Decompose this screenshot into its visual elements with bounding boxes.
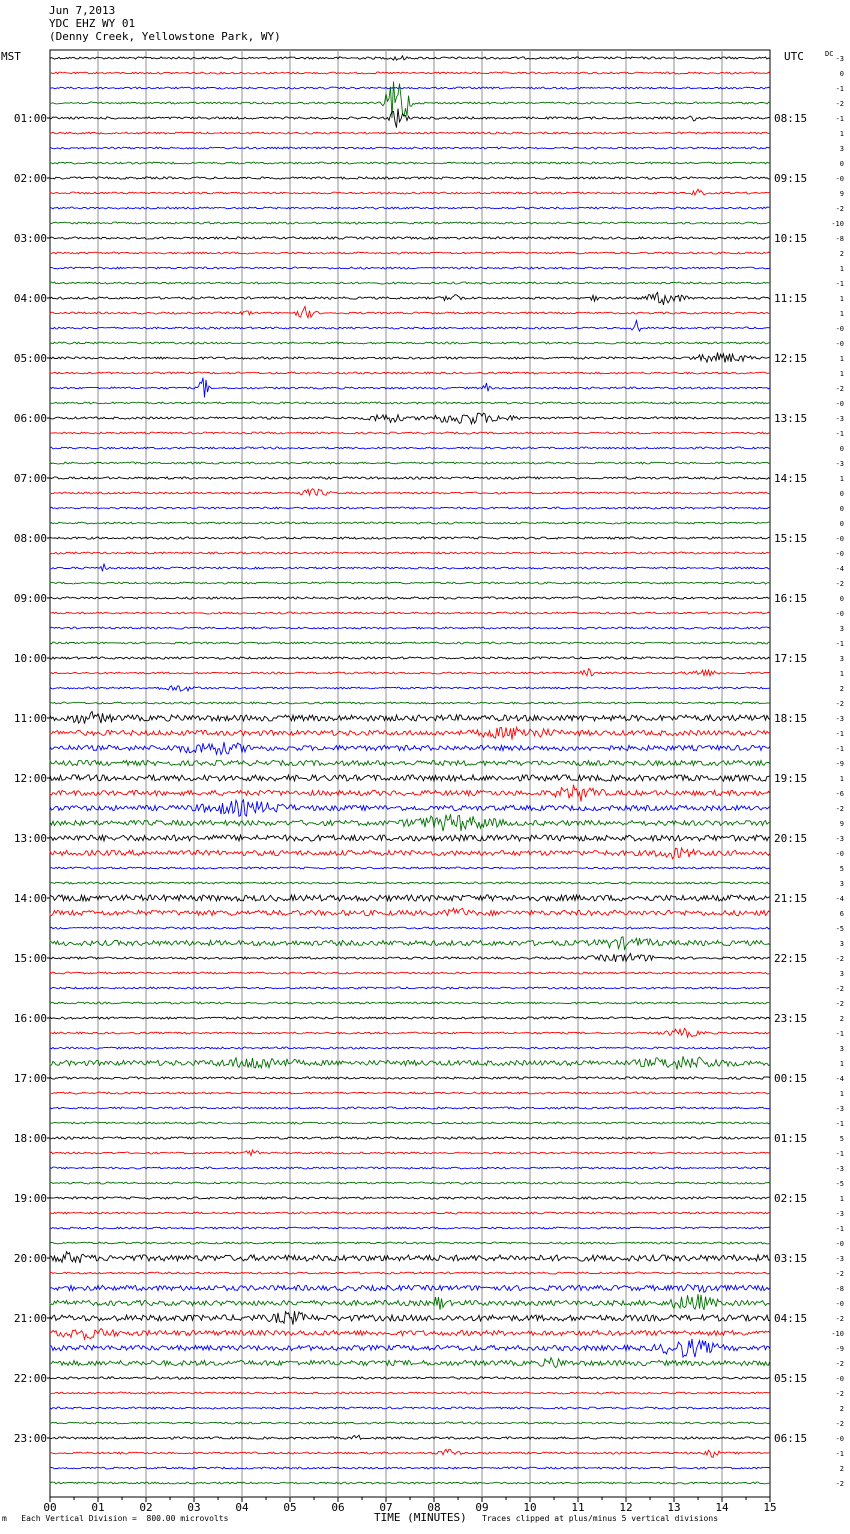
dc-offset-label: -0: [835, 1240, 844, 1248]
seismic-trace: [50, 189, 770, 195]
dc-offset-label: -2: [835, 955, 844, 963]
utc-hour-label: 20:15: [774, 832, 808, 845]
dc-offset-label: -2: [835, 205, 844, 213]
utc-hour-label: 19:15: [774, 772, 808, 785]
dc-offset-label: -0: [835, 340, 844, 348]
dc-offset-label: 3: [839, 940, 844, 948]
header-station: YDC EHZ WY 01: [49, 17, 136, 30]
dc-offset-label: -4: [835, 895, 844, 903]
x-tick-label: 13: [667, 1501, 681, 1514]
seismic-trace: [50, 372, 770, 374]
utc-axis-label: UTC: [784, 50, 804, 63]
dc-offset-label: -1: [835, 730, 844, 738]
seismic-trace: [50, 378, 770, 398]
seismic-trace: [50, 267, 770, 269]
dc-offset-label: 1: [839, 775, 844, 783]
seismic-trace: [50, 712, 770, 724]
utc-hour-label: 10:15: [774, 232, 808, 245]
dc-offset-label: 1: [839, 1060, 844, 1068]
dc-offset-label: -2: [835, 580, 844, 588]
dc-offset-label: 5: [839, 1135, 844, 1143]
dc-offset-label: -2: [835, 805, 844, 813]
seismic-trace: [50, 1358, 770, 1368]
dc-offset-label: -2: [835, 1315, 844, 1323]
dc-offset-label: -0: [835, 1375, 844, 1383]
seismic-trace: [50, 1122, 770, 1124]
seismic-trace: [50, 507, 770, 509]
dc-offset-label: 1: [839, 670, 844, 678]
mst-hour-label: 11:00: [13, 712, 47, 725]
dc-offset-label: -3: [835, 415, 844, 423]
dc-offset-label: 1: [839, 295, 844, 303]
seismic-trace: [50, 1407, 770, 1409]
utc-hour-label: 06:15: [774, 1432, 808, 1445]
mst-hour-label: 08:00: [13, 532, 47, 545]
seismic-trace: [50, 1422, 770, 1424]
mst-hour-label: 03:00: [13, 232, 47, 245]
dc-offset-label: -1: [835, 85, 844, 93]
dc-offset-label: -2: [835, 1270, 844, 1278]
seismic-trace: [50, 222, 770, 224]
x-tick-label: 00: [43, 1501, 57, 1514]
seismic-trace: [50, 1482, 770, 1484]
seismic-trace: [50, 1017, 770, 1019]
seismic-trace: [50, 669, 770, 676]
dc-offset-label: -2: [835, 100, 844, 108]
dc-offset-label: -3: [835, 1165, 844, 1173]
utc-hour-label: 18:15: [774, 712, 808, 725]
x-tick-label: 10: [523, 1501, 537, 1514]
dc-offset-label: -4: [835, 1075, 844, 1083]
seismic-trace: [50, 292, 770, 305]
seismic-trace: [50, 306, 770, 317]
mst-axis-label: MST: [1, 50, 21, 63]
seismic-trace: [50, 564, 770, 572]
mst-hour-label: 12:00: [13, 772, 47, 785]
dc-offset-label: 1: [839, 130, 844, 138]
seismic-trace: [50, 727, 770, 739]
dc-offset-label: -10: [831, 1330, 844, 1338]
dc-offset-label: -1: [835, 1150, 844, 1158]
x-tick-label: 04: [235, 1501, 249, 1514]
x-tick-label: 08: [427, 1501, 441, 1514]
dc-offset-label: 0: [839, 70, 844, 78]
utc-hour-label: 14:15: [774, 472, 808, 485]
dc-offset-label: 5: [839, 865, 844, 873]
seismic-trace: [50, 237, 770, 239]
seismic-trace: [50, 927, 770, 929]
seismic-trace: [50, 522, 770, 524]
seismic-trace: [50, 207, 770, 209]
utc-hour-label: 01:15: [774, 1132, 808, 1145]
mst-hour-label: 06:00: [13, 412, 47, 425]
seismic-trace: [50, 447, 770, 449]
mst-hour-label: 17:00: [13, 1072, 47, 1085]
x-tick-label: 14: [715, 1501, 729, 1514]
utc-hour-label: 13:15: [774, 412, 808, 425]
x-tick-label: 03: [187, 1501, 201, 1514]
dc-offset-label: -6: [835, 790, 844, 798]
dc-offset-label: -5: [835, 925, 844, 933]
seismic-trace: [50, 177, 770, 179]
x-tick-label: 01: [91, 1501, 105, 1514]
seismic-trace: [50, 1137, 770, 1139]
seismic-trace: [50, 908, 770, 915]
seismic-trace: [50, 109, 770, 128]
dc-offset-label: -0: [835, 550, 844, 558]
seismic-trace: [50, 742, 770, 754]
seismic-trace: [50, 800, 770, 817]
utc-hour-label: 02:15: [774, 1192, 808, 1205]
utc-hour-label: 08:15: [774, 112, 808, 125]
dc-offset-label: -0: [835, 175, 844, 183]
dc-offset-label: -2: [835, 385, 844, 393]
seismic-trace: [50, 477, 770, 479]
mst-hour-label: 09:00: [13, 592, 47, 605]
x-tick-label: 12: [619, 1501, 633, 1514]
mst-hour-label: 13:00: [13, 832, 47, 845]
dc-offset-label: 3: [839, 625, 844, 633]
utc-hour-label: 04:15: [774, 1312, 808, 1325]
utc-hour-label: 05:15: [774, 1372, 808, 1385]
mst-hour-label: 01:00: [13, 112, 47, 125]
dc-offset-label: -4: [835, 565, 844, 573]
mst-hour-label: 02:00: [13, 172, 47, 185]
seismic-trace: [50, 402, 770, 404]
dc-offset-label: 2: [839, 1015, 844, 1023]
x-tick-label: 05: [283, 1501, 297, 1514]
seismic-trace: [50, 582, 770, 584]
dc-offset-label: 9: [839, 820, 844, 828]
dc-offset-label: -1: [835, 1225, 844, 1233]
mst-hour-label: 20:00: [13, 1252, 47, 1265]
seismic-trace: [50, 1056, 770, 1069]
seismic-trace: [50, 1077, 770, 1079]
seismic-trace: [50, 775, 770, 781]
dc-offset-label: 3: [839, 1045, 844, 1053]
seismic-trace: [50, 1311, 770, 1325]
seismic-trace: [50, 972, 770, 974]
utc-hour-label: 23:15: [774, 1012, 808, 1025]
header-location: (Denny Creek, Yellowstone Park, WY): [49, 30, 281, 43]
dc-offset-label: -2: [835, 985, 844, 993]
mst-hour-label: 19:00: [13, 1192, 47, 1205]
seismic-trace: [50, 552, 770, 554]
dc-offset-label: -3: [835, 460, 844, 468]
seismic-trace: [50, 1028, 770, 1037]
dc-axis-label: DC: [825, 50, 834, 58]
seismic-trace: [50, 462, 770, 464]
utc-hour-label: 15:15: [774, 532, 808, 545]
seismic-trace: [50, 954, 770, 962]
utc-hour-label: 22:15: [774, 952, 808, 965]
seismic-trace: [50, 162, 770, 164]
dc-offset-label: -2: [835, 1000, 844, 1008]
seismic-trace: [50, 1252, 770, 1263]
seismic-trace: [50, 342, 770, 344]
seismic-trace: [50, 785, 770, 802]
seismic-trace: [50, 1329, 770, 1340]
seismic-trace: [50, 1449, 770, 1457]
seismic-trace: [50, 353, 770, 363]
dc-offset-label: -10: [831, 220, 844, 228]
dc-offset-label: -3: [835, 715, 844, 723]
dc-offset-label: -8: [835, 235, 844, 243]
seismic-trace: [50, 987, 770, 989]
seismic-trace: [50, 702, 770, 704]
dc-offset-label: 2: [839, 250, 844, 258]
seismic-trace: [50, 1197, 770, 1199]
seismic-trace: [50, 814, 770, 831]
dc-offset-label: -1: [835, 1030, 844, 1038]
dc-offset-label: 2: [839, 1465, 844, 1473]
seismic-trace: [50, 1092, 770, 1094]
scale-note-text: Each Vertical Division = 800.00 microvolts: [21, 1514, 229, 1523]
seismic-trace: [50, 597, 770, 599]
utc-hour-label: 21:15: [774, 892, 808, 905]
seismic-trace: [50, 1242, 770, 1244]
seismic-trace: [50, 1294, 770, 1310]
dc-offset-label: 1: [839, 1195, 844, 1203]
dc-offset-label: 0: [839, 505, 844, 513]
header-date: Jun 7,2013: [49, 4, 116, 17]
dc-offset-label: -1: [835, 1120, 844, 1128]
dc-offset-label: 1: [839, 310, 844, 318]
dc-offset-label: 0: [839, 595, 844, 603]
dc-offset-label: -0: [835, 535, 844, 543]
dc-offset-label: -2: [835, 1480, 844, 1488]
dc-offset-label: 3: [839, 880, 844, 888]
mst-hour-label: 10:00: [13, 652, 47, 665]
seismic-trace: [50, 1047, 770, 1049]
seismic-trace: [50, 760, 770, 765]
seismic-trace: [50, 1339, 770, 1357]
seismic-trace: [50, 72, 770, 74]
dc-offset-label: -2: [835, 1420, 844, 1428]
corner-mark: m: [2, 1514, 7, 1523]
dc-offset-label: -0: [835, 1435, 844, 1443]
dc-offset-label: -1: [835, 280, 844, 288]
seismic-trace: [50, 1167, 770, 1169]
seismic-trace: [50, 537, 770, 539]
seismic-trace: [50, 413, 770, 424]
dc-offset-label: -1: [835, 640, 844, 648]
dc-offset-label: 2: [839, 685, 844, 693]
utc-hour-label: 17:15: [774, 652, 808, 665]
dc-offset-label: 1: [839, 265, 844, 273]
dc-offset-label: 1: [839, 1090, 844, 1098]
seismic-trace: [50, 835, 770, 841]
x-axis-title: TIME (MINUTES): [374, 1511, 467, 1524]
seismic-trace: [50, 56, 770, 60]
dc-offset-label: -0: [835, 850, 844, 858]
seismic-trace: [50, 848, 770, 859]
seismic-trace: [50, 1227, 770, 1229]
dc-offset-label: 0: [839, 520, 844, 528]
x-tick-label: 11: [571, 1501, 585, 1514]
seismic-trace: [50, 657, 770, 659]
dc-offset-label: -3: [835, 835, 844, 843]
seismic-trace: [50, 1150, 770, 1156]
seismic-trace: [50, 627, 770, 629]
utc-hour-label: 09:15: [774, 172, 808, 185]
seismic-trace: [50, 1285, 770, 1293]
seismic-trace: [50, 882, 770, 884]
seismic-trace: [50, 1377, 770, 1379]
mst-hour-label: 15:00: [13, 952, 47, 965]
dc-offset-label: -5: [835, 1180, 844, 1188]
dc-offset-label: -3: [835, 1210, 844, 1218]
x-tick-label: 07: [379, 1501, 393, 1514]
dc-offset-label: -1: [835, 1450, 844, 1458]
dc-offset-label: 3: [839, 970, 844, 978]
seismic-trace: [50, 1435, 770, 1439]
seismic-trace: [50, 147, 770, 149]
dc-offset-label: 6: [839, 910, 844, 918]
mst-hour-label: 16:00: [13, 1012, 47, 1025]
dc-offset-label: 1: [839, 475, 844, 483]
clip-note: Traces clipped at plus/minus 5 vertical divisions: [482, 1514, 719, 1523]
seismic-trace: [50, 1272, 770, 1274]
dc-offset-label: -3: [835, 55, 844, 63]
dc-offset-label: 0: [839, 160, 844, 168]
seismic-trace: [50, 642, 770, 644]
seismic-trace: [50, 282, 770, 284]
dc-offset-label: -9: [835, 1345, 844, 1353]
dc-offset-label: -2: [835, 700, 844, 708]
dc-offset-label: 2: [839, 1405, 844, 1413]
seismic-trace: [50, 895, 770, 901]
seismic-trace: [50, 867, 770, 869]
seismic-trace: [50, 1107, 770, 1109]
utc-hour-label: 12:15: [774, 352, 808, 365]
dc-offset-label: -0: [835, 400, 844, 408]
dc-offset-label: -3: [835, 1255, 844, 1263]
mst-hour-label: 22:00: [13, 1372, 47, 1385]
dc-offset-label: 0: [839, 445, 844, 453]
dc-offset-label: -8: [835, 1285, 844, 1293]
dc-offset-label: 3: [839, 655, 844, 663]
dc-offset-label: -9: [835, 760, 844, 768]
x-tick-label: 06: [331, 1501, 345, 1514]
dc-offset-label: 3: [839, 145, 844, 153]
seismic-trace: [50, 686, 770, 691]
dc-offset-label: -2: [835, 1360, 844, 1368]
dc-offset-label: -0: [835, 610, 844, 618]
x-tick-label: 09: [475, 1501, 489, 1514]
mst-hour-label: 21:00: [13, 1312, 47, 1325]
dc-offset-label: -1: [835, 745, 844, 753]
mst-hour-label: 05:00: [13, 352, 47, 365]
dc-offset-label: 9: [839, 190, 844, 198]
seismic-trace: [50, 937, 770, 950]
seismic-trace: [50, 1467, 770, 1469]
seismic-trace: [50, 1392, 770, 1394]
mst-hour-label: 04:00: [13, 292, 47, 305]
dc-offset-label: -3: [835, 1105, 844, 1113]
mst-hour-label: 07:00: [13, 472, 47, 485]
dc-offset-label: 1: [839, 355, 844, 363]
x-tick-label: 15: [763, 1501, 777, 1514]
seismic-trace: [50, 252, 770, 254]
mst-hour-label: 23:00: [13, 1432, 47, 1445]
seismic-trace: [50, 1212, 770, 1214]
seismic-trace: [50, 612, 770, 614]
dc-offset-label: 1: [839, 370, 844, 378]
x-tick-label: 02: [139, 1501, 153, 1514]
seismic-trace: [50, 489, 770, 496]
seismic-trace: [50, 1182, 770, 1184]
seismic-trace: [50, 87, 770, 89]
dc-offset-label: -0: [835, 325, 844, 333]
dc-offset-label: -2: [835, 1390, 844, 1398]
utc-hour-label: 11:15: [774, 292, 808, 305]
dc-offset-label: -0: [835, 1300, 844, 1308]
seismic-trace: [50, 1002, 770, 1004]
seismic-trace: [50, 432, 770, 434]
seismic-trace: [50, 132, 770, 134]
utc-hour-label: 00:15: [774, 1072, 808, 1085]
seismic-trace: [50, 321, 770, 332]
dc-offset-label: 0: [839, 490, 844, 498]
mst-hour-label: 18:00: [13, 1132, 47, 1145]
utc-hour-label: 03:15: [774, 1252, 808, 1265]
dc-offset-label: -1: [835, 115, 844, 123]
utc-hour-label: 16:15: [774, 592, 808, 605]
mst-hour-label: 14:00: [13, 892, 47, 905]
dc-offset-label: -1: [835, 430, 844, 438]
scale-note: [2, 1514, 228, 1523]
